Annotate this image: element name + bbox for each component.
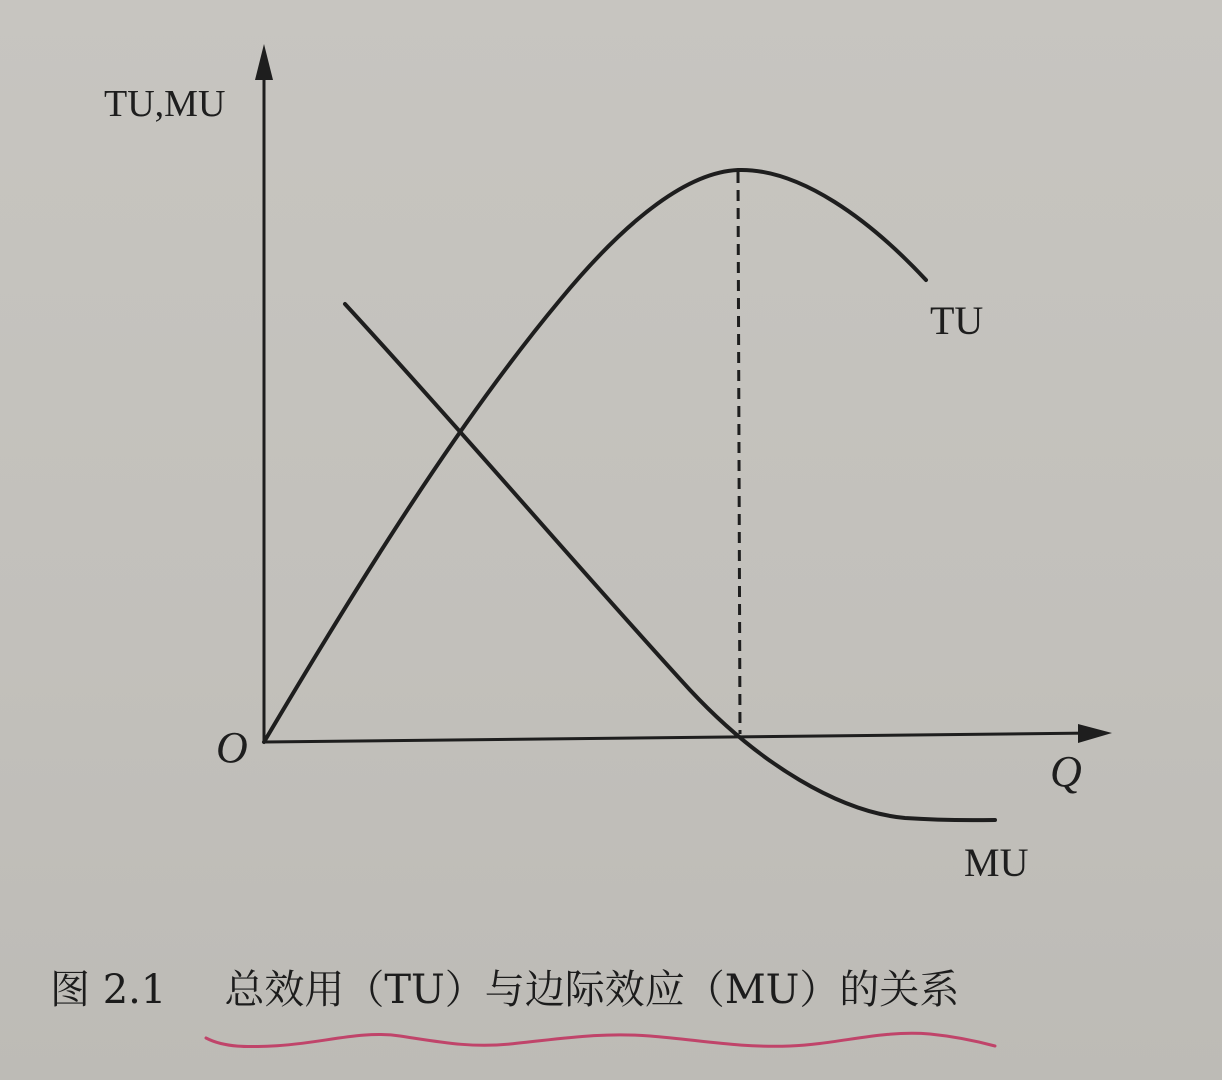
origin-label: O	[216, 723, 248, 772]
tu-max-dashed-line	[738, 172, 740, 734]
figure-title: 总效用（TU）与边际效应（MU）的关系	[224, 967, 960, 1013]
x-axis-label: Q	[1050, 747, 1082, 796]
mu-curve-label: MU	[964, 840, 1029, 885]
tu-curve	[264, 170, 926, 742]
x-axis-arrow	[1078, 724, 1112, 743]
tu-curve-label: TU	[930, 298, 984, 343]
y-axis-label: TU,MU	[104, 83, 226, 125]
mu-curve	[345, 304, 995, 820]
x-axis	[264, 733, 1096, 742]
red-pen-underline	[206, 1033, 995, 1046]
y-axis-arrow	[255, 44, 273, 80]
figure-caption	[50, 958, 959, 1015]
figure-number: 图 2.1	[50, 967, 167, 1013]
